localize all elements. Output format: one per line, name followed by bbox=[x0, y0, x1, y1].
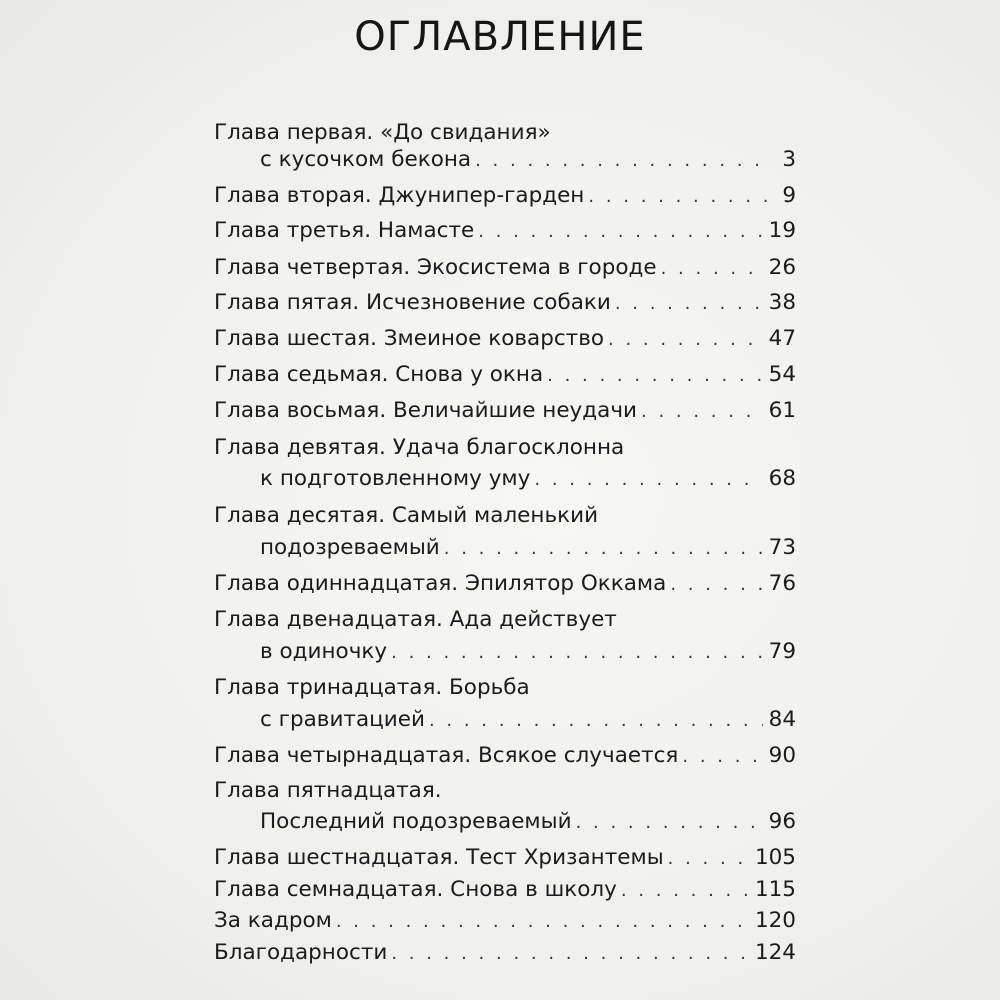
toc-page-number: 61 bbox=[768, 398, 796, 423]
toc-entry-text: Глава четвертая. Экосистема в городе bbox=[214, 255, 657, 280]
toc-entry-text: Глава восьмая. Величайшие неудачи bbox=[214, 398, 637, 423]
dot-leader bbox=[588, 181, 770, 213]
toc-entry-text: Глава первая. «До свидания» bbox=[214, 120, 551, 145]
toc-line bbox=[214, 704, 796, 736]
dot-leader bbox=[615, 288, 763, 320]
dot-leader bbox=[668, 843, 749, 875]
toc-line bbox=[214, 672, 796, 704]
toc-entry-text: подозреваемый bbox=[260, 535, 440, 560]
toc-entry-text: За кадром bbox=[214, 908, 332, 933]
dot-leader bbox=[534, 464, 762, 496]
toc-entry-text: Глава семнадцатая. Снова в школу bbox=[214, 877, 617, 902]
toc-line bbox=[214, 604, 796, 636]
dot-leader bbox=[391, 938, 749, 970]
toc-page-number: 68 bbox=[768, 466, 796, 491]
toc-line bbox=[214, 287, 796, 319]
dot-leader bbox=[429, 705, 763, 737]
toc-page-number: 19 bbox=[768, 218, 796, 243]
toc-entry-text: Глава вторая. Джунипер-гарден bbox=[214, 183, 585, 208]
toc-line bbox=[214, 252, 796, 284]
toc-line bbox=[214, 359, 796, 391]
toc-page-number: 73 bbox=[768, 535, 796, 560]
toc-page-number: 47 bbox=[768, 326, 796, 351]
toc-line bbox=[214, 144, 796, 176]
toc-entry-text: Глава одиннадцатая. Эпилятор Оккама bbox=[214, 571, 667, 596]
dot-leader bbox=[682, 741, 762, 773]
toc-line bbox=[214, 636, 796, 668]
toc-page-number: 120 bbox=[754, 908, 796, 933]
toc-entry-text: Глава пятая. Исчезновение собаки bbox=[214, 290, 611, 315]
toc-page-number: 79 bbox=[768, 639, 796, 664]
dot-leader bbox=[444, 533, 763, 565]
toc-line bbox=[214, 937, 796, 969]
dot-leader bbox=[670, 569, 762, 601]
toc-line bbox=[214, 395, 796, 427]
toc-entry-text: Глава девятая. Удача благосклонна bbox=[214, 435, 625, 460]
toc-entry-text: к подготовленному уму bbox=[260, 466, 531, 491]
toc-line bbox=[214, 180, 796, 212]
toc-line bbox=[214, 463, 796, 495]
page-title: ОГЛАВЛЕНИЕ bbox=[354, 14, 646, 60]
toc-entry-text: Глава шестая. Змеиное коварство bbox=[214, 326, 605, 351]
dot-leader bbox=[608, 324, 763, 356]
toc-entry-text: Глава двенадцатая. Ада действует bbox=[214, 607, 617, 632]
toc-entry-text: Глава тринадцатая. Борьба bbox=[214, 675, 530, 700]
dot-leader bbox=[391, 637, 763, 669]
toc-page-number: 38 bbox=[768, 290, 796, 315]
toc-line bbox=[214, 323, 796, 355]
dot-leader bbox=[547, 360, 763, 392]
toc-page-number: 115 bbox=[754, 877, 796, 902]
toc-page-number: 96 bbox=[768, 809, 796, 834]
dot-leader bbox=[641, 396, 763, 428]
toc-line bbox=[214, 532, 796, 564]
toc-line bbox=[214, 740, 796, 772]
toc-entry-text: Глава пятнадцатая. bbox=[214, 778, 442, 803]
toc-entry-text: Глава третья. Намасте bbox=[214, 218, 475, 243]
dot-leader bbox=[475, 145, 770, 177]
toc-entry-text: Глава шестнадцатая. Тест Хризантемы bbox=[214, 845, 664, 870]
dot-leader bbox=[478, 216, 762, 248]
toc-entry-text: Глава седьмая. Снова у окна bbox=[214, 362, 544, 387]
dot-leader bbox=[621, 875, 749, 907]
toc-page-number: 124 bbox=[754, 940, 796, 965]
toc-line bbox=[214, 568, 796, 600]
toc-entry-text: Благодарности bbox=[214, 940, 388, 965]
toc-line bbox=[214, 775, 796, 807]
toc-line bbox=[214, 874, 796, 906]
toc-line bbox=[214, 215, 796, 247]
toc-line bbox=[214, 432, 796, 464]
toc-entry-text: Последний подозреваемый bbox=[260, 809, 572, 834]
toc-line bbox=[214, 905, 796, 937]
toc-line bbox=[214, 806, 796, 838]
toc-page-number: 90 bbox=[768, 743, 796, 768]
toc-entry-text: с гравитацией bbox=[260, 707, 425, 732]
toc-entry-text: с кусочком бекона bbox=[260, 147, 472, 172]
toc-page-number: 26 bbox=[768, 255, 796, 280]
dot-leader bbox=[576, 807, 763, 839]
toc-line bbox=[214, 842, 796, 874]
dot-leader bbox=[336, 906, 749, 938]
dot-leader bbox=[661, 253, 763, 285]
toc-page-number: 3 bbox=[782, 147, 796, 172]
toc-entry-text: в одиночку bbox=[260, 639, 388, 664]
toc-page-number: 76 bbox=[768, 571, 796, 596]
toc-line bbox=[214, 500, 796, 532]
toc-page-number: 105 bbox=[754, 845, 796, 870]
toc-entry-text: Глава десятая. Самый маленький bbox=[214, 503, 599, 528]
toc-page-number: 54 bbox=[768, 362, 796, 387]
toc-entry-text: Глава четырнадцатая. Всякое случается bbox=[214, 743, 679, 768]
toc-page-number: 9 bbox=[782, 183, 796, 208]
toc-page-number: 84 bbox=[768, 707, 796, 732]
